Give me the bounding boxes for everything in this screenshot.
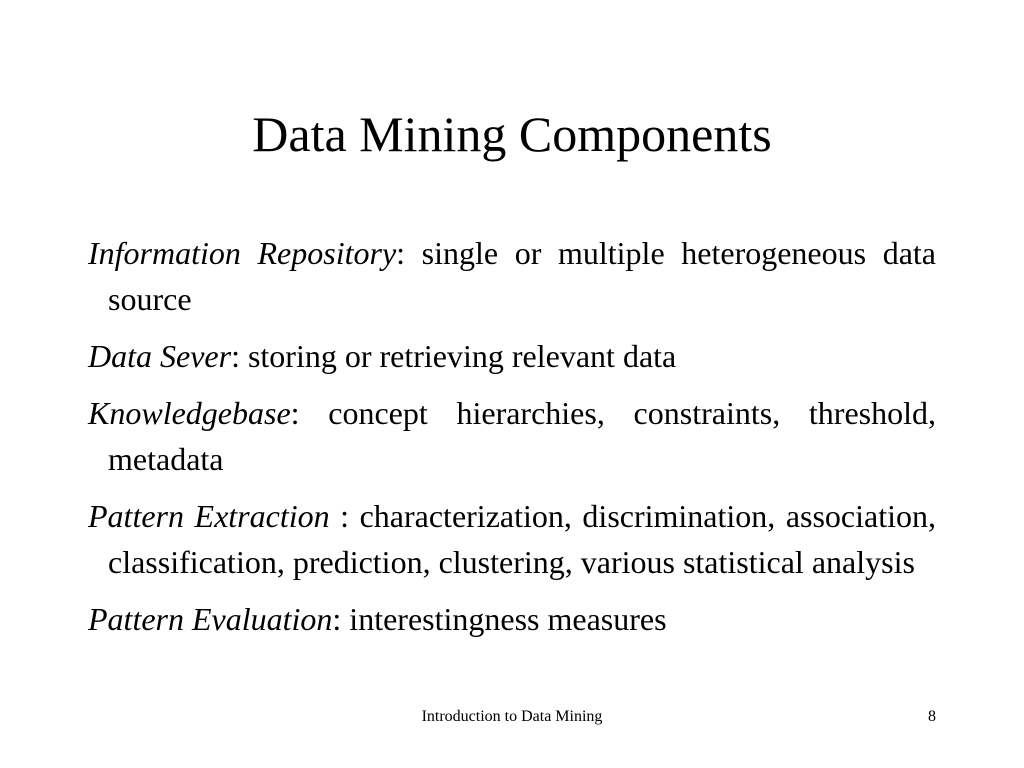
bullet-item-information-repository	[88, 230, 936, 322]
term-label: Information Repository	[88, 235, 397, 271]
footer-title: Introduction to Data Mining	[421, 708, 603, 725]
term-label: Pattern Extraction	[88, 498, 330, 534]
term-separator: :	[332, 601, 342, 637]
term-description: storing or retrieving relevant data	[239, 338, 677, 374]
term-separator: :	[396, 235, 406, 271]
term-description: interestingness measures	[341, 601, 667, 637]
bullet-list	[88, 230, 936, 653]
term-label: Data Sever	[88, 338, 232, 374]
bullet-item-pattern-evaluation	[88, 596, 936, 642]
bullet-item-data-server	[88, 333, 936, 379]
term-separator: :	[231, 338, 240, 374]
bullet-item-pattern-extraction	[88, 493, 936, 585]
term-label: Pattern Evaluation	[88, 601, 333, 637]
term-separator: :	[290, 395, 300, 431]
term-description: characterization, discrimination, association, classification, prediction, clustering, various statistical analysis	[108, 498, 937, 580]
slide-title: Data Mining Components	[252, 106, 772, 162]
term-separator: :	[329, 498, 350, 534]
term-description: single or multiple heterogeneous data source	[108, 235, 937, 317]
term-description: concept hierarchies, constraints, threshold, metadata	[108, 395, 936, 477]
page-number: 8	[928, 708, 936, 725]
term-label: Knowledgebase	[88, 395, 291, 431]
bullet-item-knowledgebase	[88, 390, 936, 482]
